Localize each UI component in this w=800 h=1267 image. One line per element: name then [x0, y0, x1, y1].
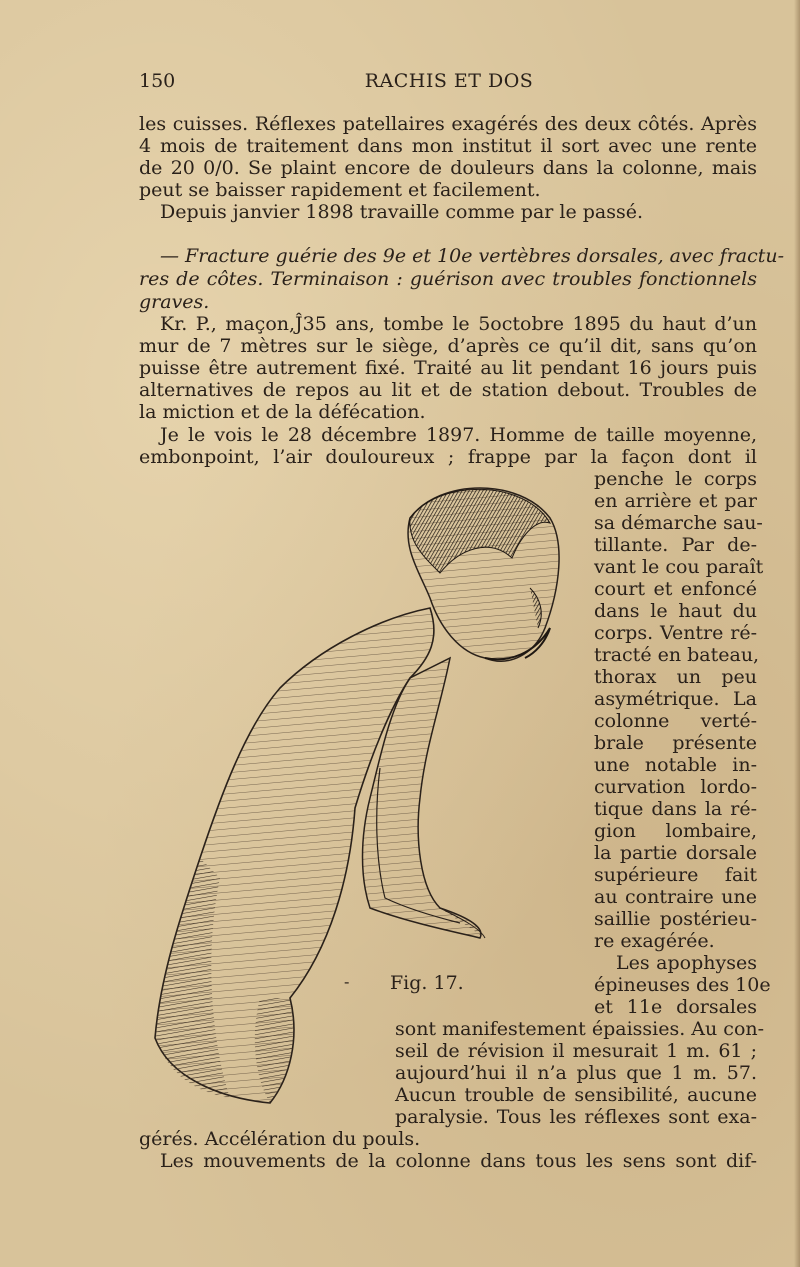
- text-line: vant le cou paraît: [594, 556, 764, 578]
- text-line: les cuisses. Réflexes patellaires exagérés des deux côtés. Après: [139, 113, 757, 135]
- text-line: au contraire une: [594, 886, 757, 908]
- text-line: peut se baisser rapidement et facilement.: [139, 179, 541, 201]
- text-line: tillante. Par de-: [594, 534, 757, 556]
- text-line: brale présente: [594, 732, 757, 754]
- text-line: tracté en bateau,: [594, 644, 760, 666]
- text-line: saillie postérieu-: [594, 908, 757, 930]
- text-line: penche le corps: [594, 468, 757, 490]
- text-line: seil de révision il mesurait 1 m. 61 ;: [395, 1040, 757, 1062]
- text-line: gion lombaire,: [594, 820, 757, 842]
- text-line: Depuis janvier 1898 travaille comme par le passé.: [160, 201, 644, 223]
- text-line: thorax un peu: [594, 666, 757, 688]
- running-header: [139, 70, 759, 96]
- section-heading-line: res de côtes. Terminaison : guérison avec troubles fonctionnels: [139, 268, 757, 290]
- text-line: Kr. P., maçon,Ĵ35 ans, tombe le 5octobre 1895 du haut d’un: [160, 313, 757, 335]
- text-line: court et enfoncé: [594, 578, 757, 600]
- figure-caption: Fig. 17.: [390, 972, 464, 994]
- figure-dash: -: [344, 972, 350, 991]
- section-heading-line: — Fracture guérie des 9e et 10e vertèbres dorsales, avec fractu-: [160, 245, 785, 267]
- text-line: la partie dorsale: [594, 842, 757, 864]
- text-line: paralysie. Tous les réflexes sont exa-: [395, 1106, 757, 1128]
- text-line: dans le haut du: [594, 600, 757, 622]
- page-edge-shadow: [794, 0, 800, 1267]
- text-line: Aucun trouble de sensibilité, aucune: [395, 1084, 757, 1106]
- text-line: alternatives de repos au lit et de station debout. Troubles de: [139, 379, 757, 401]
- text-line: tique dans la ré-: [594, 798, 757, 820]
- text-line: supérieure fait: [594, 864, 757, 886]
- text-line: re exagérée.: [594, 930, 715, 952]
- text-line: asymétrique. La: [594, 688, 757, 710]
- text-line: mur de 7 mètres sur le siège, d’après ce qu’il dit, sans qu’on: [139, 335, 757, 357]
- text-line: de 20 0/0. Se plaint encore de douleurs dans la colonne, mais: [139, 157, 757, 179]
- section-heading-line: graves.: [139, 291, 210, 313]
- text-line: sont manifestement épaissies. Au con-: [395, 1018, 765, 1040]
- page-number: 150: [139, 70, 176, 92]
- text-line: en arrière et par: [594, 490, 757, 512]
- text-line: la miction et de la défécation.: [139, 401, 426, 423]
- text-line: aujourd’hui il n’a plus que 1 m. 57.: [395, 1062, 757, 1084]
- text-line: Les mouvements de la colonne dans tous les sens sont dif-: [160, 1150, 757, 1172]
- text-line: et 11e dorsales: [594, 996, 757, 1018]
- text-line: Les apophyses: [616, 952, 757, 974]
- text-line: Je le vois le 28 décembre 1897. Homme de taille moyenne,: [160, 424, 757, 446]
- text-line: curvation lordo-: [594, 776, 757, 798]
- text-line: corps. Ventre ré-: [594, 622, 757, 644]
- text-line: colonne verté-: [594, 710, 757, 732]
- text-line: puisse être autrement fixé. Traité au lit pendant 16 jours puis: [139, 357, 757, 379]
- text-line: 4 mois de traitement dans mon institut il sort avec une rente: [139, 135, 757, 157]
- running-title: RACHIS ET DOS: [364, 70, 534, 92]
- text-line: sa démarche sau-: [594, 512, 763, 534]
- text-line: épineuses des 10e: [594, 974, 771, 996]
- figure-illustration: [140, 478, 580, 1110]
- text-line: embonpoint, l’air douloureux ; frappe par la façon dont il: [139, 446, 757, 468]
- text-line: gérés. Accélération du pouls.: [139, 1128, 421, 1150]
- text-line: une notable in-: [594, 754, 757, 776]
